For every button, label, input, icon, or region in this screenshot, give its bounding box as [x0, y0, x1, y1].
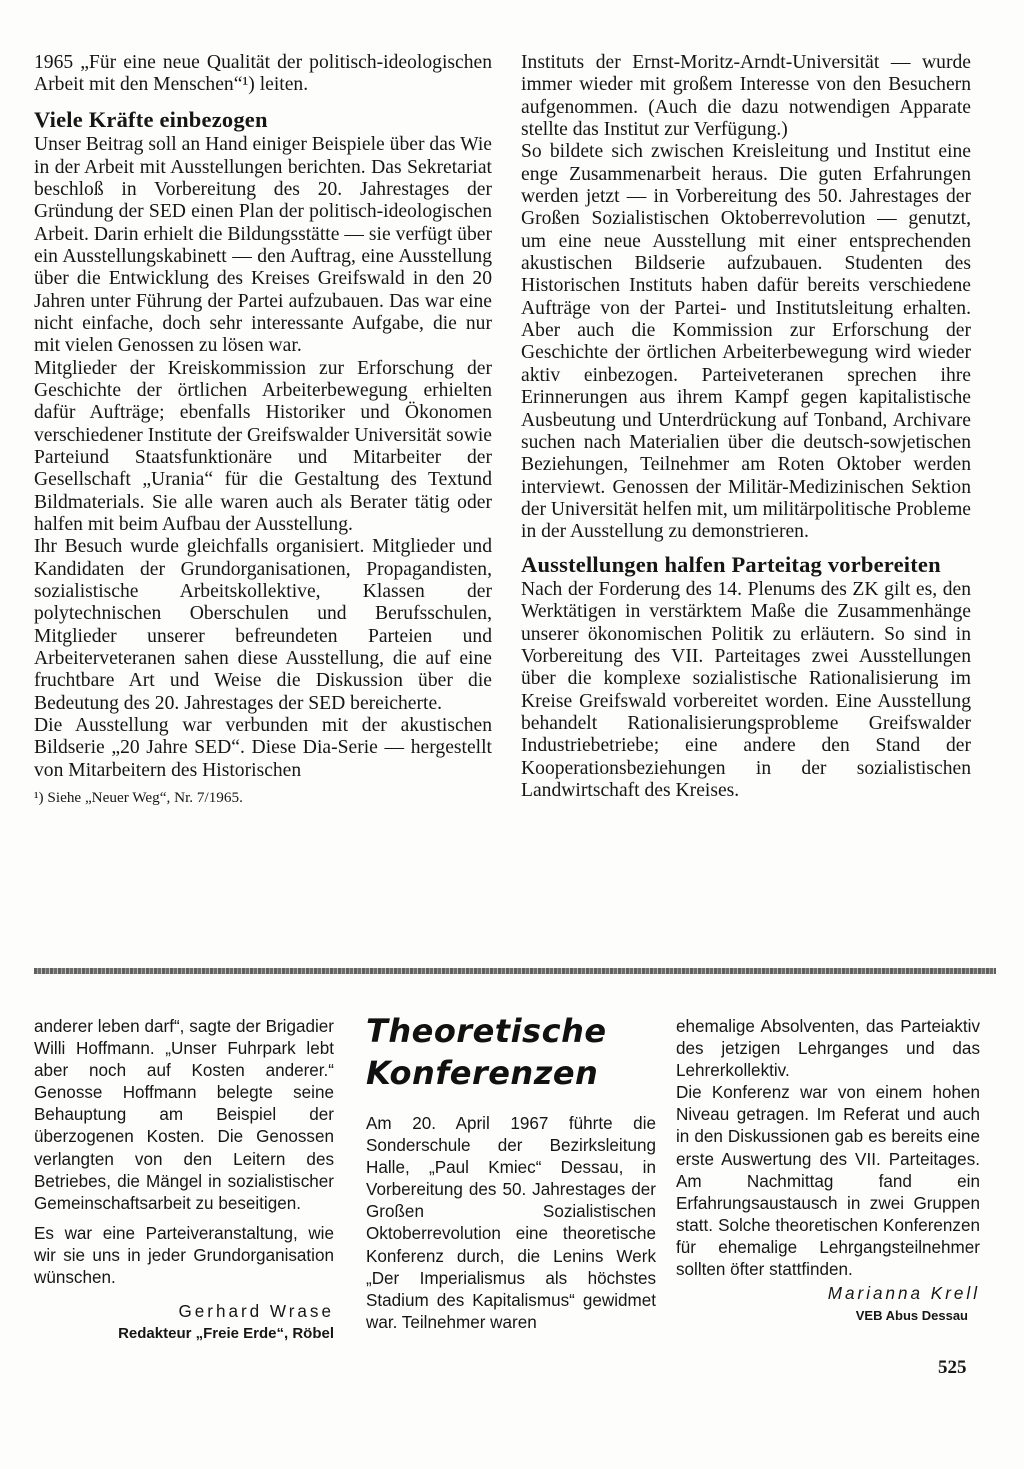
paragraph: ehemalige Absolventen, das Parteiaktiv des jetzigen Lehrganges und das Lehrerkollektiv. — [676, 1017, 980, 1081]
lower-column-3 — [676, 1016, 980, 1327]
section-divider — [34, 968, 996, 974]
author-signature: Gerhard Wrase — [178, 1302, 334, 1322]
title-line: Theoretische — [366, 1012, 607, 1050]
paragraph: 1965 „Für eine neue Qualität der politisch-ideologischen Arbeit mit den Menschen“¹) leiten. — [34, 52, 492, 96]
paragraph: Instituts der Ernst-Moritz-Arndt-Universität — wurde immer wieder mit großem Interesse von den Besuchern aufgenommen. (Auch die dazu notwendigen Apparate stellte das Institut zur Verfügung.) — [521, 52, 971, 141]
author-signature: Marianna Krell — [827, 1284, 980, 1304]
subheading: Viele Kräfte einbezogen — [34, 106, 268, 132]
paragraph: Die Ausstellung war verbunden mit der akustischen Bildserie „20 Jahre SED“. Diese Dia-Serie — hergestellt von Mitarbeitern des Historischen — [34, 715, 492, 781]
paragraph: anderer leben darf“, sagte der Brigadier Willi Hoffmann. „Unser Fuhrpark lebt aber noch auf Kosten anderer.“ Genosse Hoffmann belegte seine Behauptung am Beispiel der überzogenen Kosten. Die Genossen verlangten von den Leitern des Betriebes, die Mängel in sozialistischer Gemeinschaftsarbeit zu beseitigen. — [34, 1017, 334, 1213]
paragraph: Am 20. April 1967 führte die Sonderschule der Bezirksleitung Halle, „Paul Kmiec“ Dessau, in Vorbereitung des 50. Jahrestages der Großen Sozialistischen Oktoberrevolution eine theoretische Konferenz durch, die Lenins Werk „Der Imperialismus als höchstes Stadium des Kapitalismus“ gewidmet war. Teilnehmer waren — [366, 1114, 656, 1332]
page-number: 525 — [938, 1357, 967, 1378]
paragraph: Unser Beitrag soll an Hand einiger Beispiele über das Wie in der Arbeit mit Ausstellungen berichten. Das Sekretariat beschloß in Vorbereitung des 20. Jahrestages der Gründung der SED einen Plan der politisch-ideologischen Arbeit. Darin erhielt die Bildungsstätte — sie verfügt über ein Ausstellungskabinett — den Auftrag, eine Ausstellung über die Entwicklung des Kreises Greifswald in den 20 Jahren unter Führung der Partei aufzubauen. Das war eine nicht einfache, doch sehr interessante Aufgabe, die nur mit vielen Genossen zu lösen war. — [34, 134, 492, 357]
lower-column-2 — [366, 1113, 656, 1334]
article-right-column — [521, 52, 971, 803]
lower-column-1 — [34, 1016, 334, 1345]
title-line: Konferenzen — [366, 1054, 599, 1092]
paragraph: Es war eine Parteiveranstaltung, wie wir sie uns in jeder Grundorganisation wünschen. — [34, 1223, 334, 1288]
article-left-column — [34, 52, 492, 807]
paragraph: Nach der Forderung des 14. Plenums des ZK gilt es, den Werktätigen in verstärktem Maße die Zusammenhänge unserer ökonomischen Politik zu erläutern. So sind in Vorbereitung des VII. Parteitages zwei Ausstellungen über die komplexe sozialistische Rationalisierung im Kreise Greifswald vorbereitet worden. Eine Ausstellung behandelt Rationalisierungsprobleme Greifswalder Industriebetriebe; eine andere den Stand der Kooperationsbeziehungen in der sozialistischen Landwirtschaft des Kreises. — [521, 579, 971, 802]
paragraph: So bildete sich zwischen Kreisleitung und Institut eine enge Zusammenarbeit heraus. Die guten Erfahrungen werden jetzt — in Vorbereitung des 50. Jahrestages der Großen Sozialistischen Oktoberrevolution — genutzt, um eine neue Ausstellung mit einer entsprechenden akustischen Bildserie aufzubauen. Studenten des Historischen Instituts haben dafür bereits verschiedene Aufträge von der Partei- und Institutsleitung erhalten. Aber auch die Kommission zur Erforschung der Geschichte der örtlichen Arbeiterbewegung wird wieder aktiv einbezogen. Parteiveteranen sprechen ihre Erinnerungen aus ihrem Kampf gegen kapitalistische Ausbeutung und Unterdrückung auf Tonband, Archivare suchen nach Materialien über die deutsch-sowjetischen Beziehungen, Teilnehmer am Roten Oktober werden interviewt. Genossen der Militär-Medizinischen Sektion der Universität helfen mit, um militärpolitische Probleme in der Ausstellung zu demonstrieren. — [521, 141, 972, 543]
subheading: Ausstellungen halfen Parteitag vorbereiten — [521, 551, 941, 577]
footnote: ¹) Siehe „Neuer Weg“, Nr. 7/1965. — [34, 789, 243, 807]
author-affiliation: Redakteur „Freie Erde“, Röbel — [118, 1325, 334, 1343]
paragraph: Ihr Besuch wurde gleichfalls organisiert. Mitglieder und Kandidaten der Grundorganisationen, Propagandisten, sozialistische Arbeitskollektive, Klassen der polytechnischen Oberschulen und Berufsschulen, Mitglieder unserer befreundeten Parteien und Arbeiterveteranen sahen diese Ausstellung, die auf eine fruchtbare Art und Weise die Diskussion über die Bedeutung des 20. Jahrestages der SED bereicherte. — [34, 536, 492, 714]
paragraph: Die Konferenz war von einem hohen Niveau getragen. Im Referat und auch in den Diskussionen gab es bereits eine erste Auswertung des VII. Parteitages. Am Nachmittag fand ein Erfahrungsaustausch in zwei Gruppen statt. Solche theoretischen Konferenzen für ehemalige Lehrgangsteilnehmer sollten öfter stattfinden. — [676, 1083, 980, 1280]
paragraph: Mitglieder der Kreiskommission zur Erforschung der Geschichte der örtlichen Arbeiterbewegung erhielten dafür Aufträge; ebenfalls Historiker und Ökonomen verschiedener Institute der Greifswalder Universität sowie Parteiund Staatsfunktionäre und Mitarbeiter der Gesellschaft „Urania“ für die Gestaltung des Textund Bildmaterials. Sie alle waren auch als Berater tätig oder halfen mit beim Aufbau der Ausstellung. — [34, 357, 492, 536]
section-title — [366, 1010, 666, 1094]
author-affiliation: VEB Abus Dessau — [855, 1308, 968, 1324]
